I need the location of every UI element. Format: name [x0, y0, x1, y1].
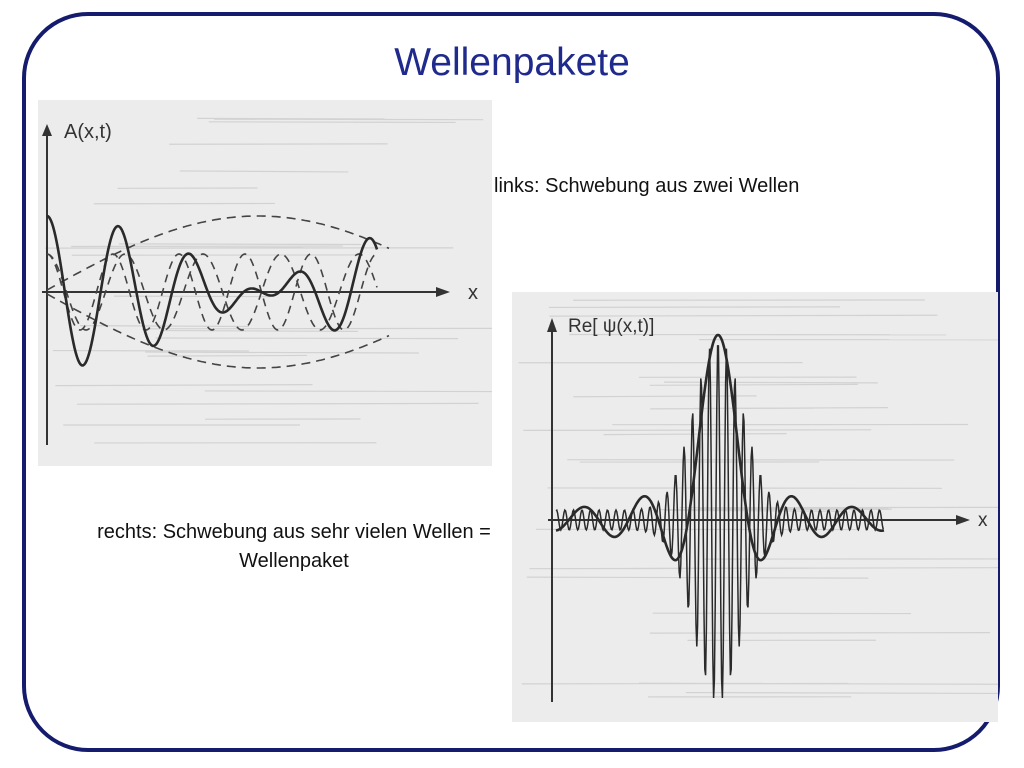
scan-texture-line — [529, 568, 809, 569]
x-axis-label: x — [978, 510, 988, 531]
y-axis-label: A(x,t) — [64, 121, 112, 143]
beat-two-waves-figure — [38, 100, 492, 466]
slide-title: Wellenpakete — [394, 41, 630, 84]
scan-texture-line — [119, 244, 361, 245]
scan-texture-line — [209, 122, 456, 123]
x-axis-label: x — [468, 282, 478, 304]
y-axis-label: Re[ ψ(x,t)] — [568, 316, 655, 337]
scan-texture-line — [77, 403, 479, 404]
scan-texture-line — [163, 331, 358, 332]
scan-texture-line — [523, 430, 871, 431]
wave-packet-figure — [512, 292, 998, 722]
caption-left: links: Schwebung aus zwei Wellen — [494, 175, 800, 197]
scan-texture-line — [147, 355, 307, 356]
scan-texture-line — [686, 693, 998, 694]
scan-texture-line — [650, 633, 990, 634]
scan-texture-line — [156, 338, 458, 339]
scan-texture-line — [214, 119, 483, 120]
scan-texture-line — [109, 248, 304, 249]
scan-texture-line — [650, 408, 814, 409]
scan-texture-line — [205, 391, 492, 392]
scan-texture-line — [549, 307, 840, 308]
caption-right: rechts: Schwebung aus sehr vielen Wellen = Wellenpaket — [97, 521, 491, 572]
scan-texture-line — [664, 382, 878, 383]
